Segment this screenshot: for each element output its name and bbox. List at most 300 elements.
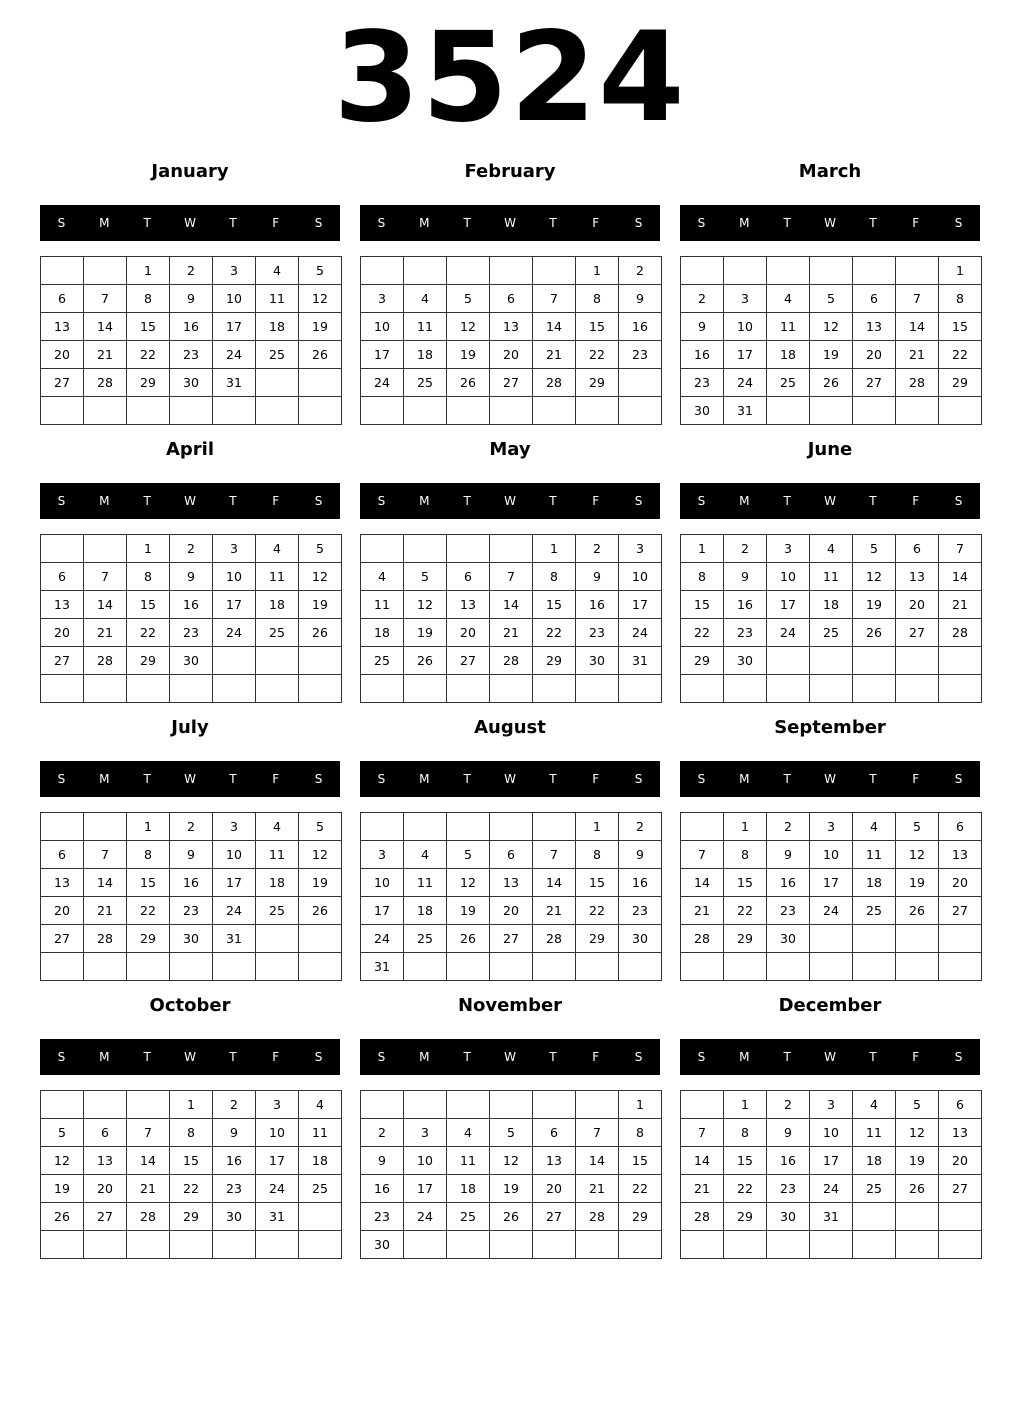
day-cell: 8 <box>576 841 619 869</box>
day-cell: 14 <box>533 869 576 897</box>
week-row <box>681 675 982 703</box>
day-cell: 22 <box>724 1175 767 1203</box>
weekday-label: F <box>912 772 920 786</box>
day-cell: 17 <box>361 341 404 369</box>
weekday-label: T <box>229 216 237 230</box>
week-row <box>361 1231 662 1259</box>
day-cell: 18 <box>853 1147 896 1175</box>
day-cell: 14 <box>84 869 127 897</box>
weekday-label: W <box>184 216 196 230</box>
day-cell: 27 <box>84 1203 127 1231</box>
month-name: September <box>774 717 886 738</box>
empty-cell <box>853 675 896 703</box>
day-cell: 13 <box>533 1147 576 1175</box>
empty-cell <box>256 397 299 425</box>
week-row <box>41 341 342 369</box>
day-cell: 8 <box>939 285 982 313</box>
day-cell: 7 <box>84 285 127 313</box>
week-row <box>681 647 982 675</box>
day-cell: 26 <box>299 341 342 369</box>
day-cell: 27 <box>533 1203 576 1231</box>
day-cell: 13 <box>853 313 896 341</box>
day-cell: 12 <box>447 313 490 341</box>
day-cell: 13 <box>41 591 84 619</box>
empty-cell <box>490 535 533 563</box>
empty-cell <box>681 1091 724 1119</box>
day-cell: 25 <box>810 619 853 647</box>
day-cell: 23 <box>170 619 213 647</box>
empty-cell <box>404 535 447 563</box>
day-cell: 21 <box>896 341 939 369</box>
weekday-label: M <box>739 772 750 786</box>
week-row <box>361 397 662 425</box>
month-name: April <box>165 439 215 460</box>
empty-cell <box>361 397 404 425</box>
day-cell: 22 <box>127 619 170 647</box>
day-cell: 2 <box>767 813 810 841</box>
day-cell: 17 <box>213 591 256 619</box>
day-cell: 27 <box>490 925 533 953</box>
day-cell: 26 <box>299 619 342 647</box>
day-cell: 16 <box>170 869 213 897</box>
day-cell: 10 <box>213 563 256 591</box>
empty-cell <box>447 953 490 981</box>
weekday-label: T <box>229 772 237 786</box>
weekday-label: S <box>697 1050 706 1064</box>
weekday-label: M <box>419 1050 430 1064</box>
day-cell: 22 <box>576 341 619 369</box>
weekday-label: M <box>99 494 110 508</box>
day-cell: 11 <box>810 563 853 591</box>
day-cell: 28 <box>84 369 127 397</box>
empty-cell <box>810 257 853 285</box>
day-cell: 29 <box>619 1203 662 1231</box>
weekday-label: W <box>504 772 516 786</box>
day-cell: 25 <box>299 1175 342 1203</box>
day-cell: 1 <box>127 813 170 841</box>
day-grid <box>680 812 982 981</box>
empty-cell <box>84 1231 127 1259</box>
empty-cell <box>447 1231 490 1259</box>
day-cell: 19 <box>447 897 490 925</box>
weekday-label: S <box>57 494 66 508</box>
day-cell: 21 <box>576 1175 619 1203</box>
empty-cell <box>810 1231 853 1259</box>
empty-cell <box>213 1231 256 1259</box>
day-cell: 15 <box>127 869 170 897</box>
day-cell: 12 <box>299 841 342 869</box>
empty-cell <box>127 675 170 703</box>
day-cell: 12 <box>299 285 342 313</box>
empty-cell <box>170 953 213 981</box>
day-cell: 28 <box>84 925 127 953</box>
day-cell: 25 <box>361 647 404 675</box>
week-row <box>681 869 982 897</box>
empty-cell <box>724 953 767 981</box>
day-cell: 4 <box>299 1091 342 1119</box>
day-cell: 23 <box>619 341 662 369</box>
empty-cell <box>404 1231 447 1259</box>
day-cell: 2 <box>170 257 213 285</box>
day-cell: 24 <box>810 1175 853 1203</box>
day-cell: 10 <box>213 285 256 313</box>
week-row <box>681 897 982 925</box>
day-cell: 22 <box>127 897 170 925</box>
day-cell: 6 <box>853 285 896 313</box>
day-cell: 7 <box>490 563 533 591</box>
weekday-header <box>40 1039 340 1075</box>
day-cell: 21 <box>84 619 127 647</box>
day-cell: 7 <box>681 841 724 869</box>
day-cell: 14 <box>127 1147 170 1175</box>
day-cell: 24 <box>767 619 810 647</box>
day-cell: 20 <box>41 341 84 369</box>
weekday-label: M <box>739 216 750 230</box>
day-cell: 5 <box>404 563 447 591</box>
day-cell: 14 <box>490 591 533 619</box>
day-cell: 2 <box>681 285 724 313</box>
day-cell: 27 <box>490 369 533 397</box>
empty-cell <box>213 953 256 981</box>
empty-cell <box>404 953 447 981</box>
weekday-label: S <box>954 494 963 508</box>
day-cell: 27 <box>41 925 84 953</box>
weekday-label: T <box>143 216 151 230</box>
empty-cell <box>41 1231 84 1259</box>
day-cell: 13 <box>896 563 939 591</box>
day-cell: 19 <box>299 591 342 619</box>
empty-cell <box>447 257 490 285</box>
day-cell: 16 <box>361 1175 404 1203</box>
empty-cell <box>724 1231 767 1259</box>
day-cell: 5 <box>299 257 342 285</box>
day-cell: 12 <box>404 591 447 619</box>
day-cell: 27 <box>447 647 490 675</box>
day-cell: 5 <box>41 1119 84 1147</box>
empty-cell <box>853 257 896 285</box>
empty-cell <box>619 953 662 981</box>
weekday-label: T <box>549 494 557 508</box>
weekday-label: W <box>824 772 836 786</box>
month-name: March <box>798 161 862 182</box>
weekday-label: T <box>143 772 151 786</box>
day-cell: 18 <box>299 1147 342 1175</box>
empty-cell <box>810 675 853 703</box>
weekday-label: T <box>869 216 877 230</box>
empty-cell <box>939 1231 982 1259</box>
day-cell: 13 <box>84 1147 127 1175</box>
day-cell: 17 <box>213 313 256 341</box>
empty-cell <box>576 675 619 703</box>
day-cell: 11 <box>361 591 404 619</box>
week-row <box>681 1147 982 1175</box>
day-cell: 26 <box>490 1203 533 1231</box>
weekday-header <box>360 205 660 241</box>
day-cell: 4 <box>361 563 404 591</box>
day-cell: 4 <box>447 1119 490 1147</box>
empty-cell <box>853 647 896 675</box>
weekday-label: W <box>824 216 836 230</box>
weekday-label: W <box>504 216 516 230</box>
empty-cell <box>84 813 127 841</box>
day-cell: 15 <box>619 1147 662 1175</box>
weekday-header <box>680 205 980 241</box>
day-cell: 21 <box>127 1175 170 1203</box>
empty-cell <box>896 257 939 285</box>
week-row <box>361 675 662 703</box>
weekday-label: M <box>739 1050 750 1064</box>
empty-cell <box>127 1091 170 1119</box>
day-cell: 15 <box>939 313 982 341</box>
weekday-label: S <box>954 772 963 786</box>
day-cell: 16 <box>170 591 213 619</box>
day-cell: 29 <box>576 925 619 953</box>
day-cell: 15 <box>724 869 767 897</box>
week-row <box>361 369 662 397</box>
day-cell: 23 <box>767 1175 810 1203</box>
week-row <box>681 925 982 953</box>
week-row <box>361 925 662 953</box>
empty-cell <box>619 675 662 703</box>
day-cell: 6 <box>939 813 982 841</box>
week-row <box>681 1091 982 1119</box>
day-cell: 20 <box>490 341 533 369</box>
day-cell: 7 <box>84 563 127 591</box>
weekday-label: M <box>99 1050 110 1064</box>
day-cell: 4 <box>767 285 810 313</box>
day-cell: 12 <box>810 313 853 341</box>
day-cell: 10 <box>256 1119 299 1147</box>
day-cell: 5 <box>896 813 939 841</box>
day-cell: 30 <box>170 369 213 397</box>
empty-cell <box>853 1203 896 1231</box>
day-cell: 2 <box>361 1119 404 1147</box>
day-cell: 28 <box>896 369 939 397</box>
day-grid <box>360 1090 662 1259</box>
day-cell: 16 <box>619 313 662 341</box>
day-cell: 18 <box>404 897 447 925</box>
empty-cell <box>170 675 213 703</box>
day-cell: 17 <box>619 591 662 619</box>
empty-cell <box>299 925 342 953</box>
day-cell: 3 <box>213 813 256 841</box>
empty-cell <box>41 397 84 425</box>
weekday-label: F <box>592 772 600 786</box>
empty-cell <box>619 1231 662 1259</box>
day-cell: 12 <box>896 841 939 869</box>
empty-cell <box>361 535 404 563</box>
day-cell: 6 <box>490 285 533 313</box>
day-cell: 10 <box>619 563 662 591</box>
empty-cell <box>256 675 299 703</box>
empty-cell <box>681 1231 724 1259</box>
day-cell: 8 <box>576 285 619 313</box>
empty-cell <box>299 953 342 981</box>
empty-cell <box>84 535 127 563</box>
week-row <box>41 619 342 647</box>
week-row <box>681 841 982 869</box>
day-cell: 2 <box>170 813 213 841</box>
day-cell: 24 <box>724 369 767 397</box>
day-cell: 11 <box>853 1119 896 1147</box>
empty-cell <box>681 257 724 285</box>
day-cell: 16 <box>681 341 724 369</box>
day-cell: 21 <box>84 341 127 369</box>
day-cell: 26 <box>41 1203 84 1231</box>
day-cell: 11 <box>404 313 447 341</box>
day-cell: 27 <box>939 1175 982 1203</box>
empty-cell <box>681 813 724 841</box>
day-cell: 6 <box>84 1119 127 1147</box>
day-cell: 25 <box>853 897 896 925</box>
day-cell: 1 <box>170 1091 213 1119</box>
week-row <box>361 813 662 841</box>
day-cell: 23 <box>576 619 619 647</box>
day-cell: 24 <box>213 897 256 925</box>
day-cell: 2 <box>724 535 767 563</box>
day-cell: 30 <box>170 647 213 675</box>
day-cell: 25 <box>767 369 810 397</box>
day-cell: 9 <box>681 313 724 341</box>
empty-cell <box>256 925 299 953</box>
weekday-label: S <box>314 772 323 786</box>
day-cell: 26 <box>447 369 490 397</box>
week-row <box>41 369 342 397</box>
weekday-label: T <box>549 772 557 786</box>
day-cell: 20 <box>447 619 490 647</box>
month-name: July <box>171 717 209 738</box>
day-cell: 21 <box>939 591 982 619</box>
empty-cell <box>256 369 299 397</box>
day-cell: 10 <box>724 313 767 341</box>
weekday-label: S <box>314 494 323 508</box>
day-cell: 9 <box>619 285 662 313</box>
empty-cell <box>533 813 576 841</box>
week-row <box>681 397 982 425</box>
weekday-header <box>680 761 980 797</box>
empty-cell <box>576 953 619 981</box>
day-cell: 4 <box>404 285 447 313</box>
day-cell: 9 <box>361 1147 404 1175</box>
day-grid <box>360 812 662 981</box>
weekday-label: S <box>697 494 706 508</box>
weekday-label: T <box>463 494 471 508</box>
day-cell: 11 <box>853 841 896 869</box>
day-cell: 17 <box>724 341 767 369</box>
empty-cell <box>490 1091 533 1119</box>
day-cell: 11 <box>256 285 299 313</box>
weekday-header <box>680 1039 980 1075</box>
month-name: December <box>778 995 882 1016</box>
day-cell: 15 <box>127 313 170 341</box>
week-row <box>361 953 662 981</box>
day-cell: 30 <box>213 1203 256 1231</box>
empty-cell <box>767 953 810 981</box>
day-cell: 29 <box>681 647 724 675</box>
day-cell: 15 <box>533 591 576 619</box>
day-cell: 20 <box>41 897 84 925</box>
day-cell: 31 <box>213 369 256 397</box>
day-cell: 14 <box>939 563 982 591</box>
empty-cell <box>299 1203 342 1231</box>
day-cell: 2 <box>619 813 662 841</box>
weekday-label: T <box>463 772 471 786</box>
weekday-header <box>40 205 340 241</box>
day-cell: 21 <box>681 897 724 925</box>
day-cell: 31 <box>213 925 256 953</box>
empty-cell <box>810 953 853 981</box>
empty-cell <box>939 675 982 703</box>
empty-cell <box>404 257 447 285</box>
day-cell: 6 <box>41 285 84 313</box>
day-cell: 30 <box>170 925 213 953</box>
week-row <box>681 813 982 841</box>
day-cell: 8 <box>170 1119 213 1147</box>
day-cell: 24 <box>213 341 256 369</box>
day-cell: 30 <box>681 397 724 425</box>
day-cell: 19 <box>896 1147 939 1175</box>
day-cell: 5 <box>896 1091 939 1119</box>
day-cell: 12 <box>490 1147 533 1175</box>
day-cell: 27 <box>896 619 939 647</box>
day-cell: 2 <box>170 535 213 563</box>
empty-cell <box>361 675 404 703</box>
empty-cell <box>767 675 810 703</box>
weekday-label: F <box>592 216 600 230</box>
day-cell: 25 <box>404 369 447 397</box>
weekday-header <box>360 1039 660 1075</box>
empty-cell <box>490 813 533 841</box>
empty-cell <box>41 257 84 285</box>
day-grid <box>680 534 982 703</box>
day-grid <box>40 256 342 425</box>
day-cell: 27 <box>41 647 84 675</box>
day-grid <box>40 534 342 703</box>
day-cell: 3 <box>724 285 767 313</box>
day-cell: 25 <box>256 619 299 647</box>
weekday-label: T <box>783 216 791 230</box>
empty-cell <box>447 675 490 703</box>
day-cell: 28 <box>681 925 724 953</box>
day-cell: 24 <box>361 369 404 397</box>
empty-cell <box>896 953 939 981</box>
empty-cell <box>576 1231 619 1259</box>
day-cell: 10 <box>404 1147 447 1175</box>
day-cell: 5 <box>810 285 853 313</box>
day-cell: 6 <box>447 563 490 591</box>
weekday-label: T <box>143 494 151 508</box>
day-cell: 15 <box>576 869 619 897</box>
day-cell: 6 <box>896 535 939 563</box>
empty-cell <box>767 397 810 425</box>
empty-cell <box>939 1203 982 1231</box>
weekday-label: F <box>272 216 280 230</box>
day-cell: 29 <box>939 369 982 397</box>
day-cell: 16 <box>767 1147 810 1175</box>
day-cell: 6 <box>490 841 533 869</box>
week-row <box>361 341 662 369</box>
weekday-label: S <box>634 1050 643 1064</box>
weekday-label: M <box>739 494 750 508</box>
weekday-label: F <box>272 772 280 786</box>
day-cell: 20 <box>490 897 533 925</box>
weekday-label: T <box>869 1050 877 1064</box>
day-cell: 23 <box>213 1175 256 1203</box>
day-cell: 26 <box>810 369 853 397</box>
day-cell: 2 <box>213 1091 256 1119</box>
week-row <box>681 341 982 369</box>
weekday-label: T <box>463 1050 471 1064</box>
